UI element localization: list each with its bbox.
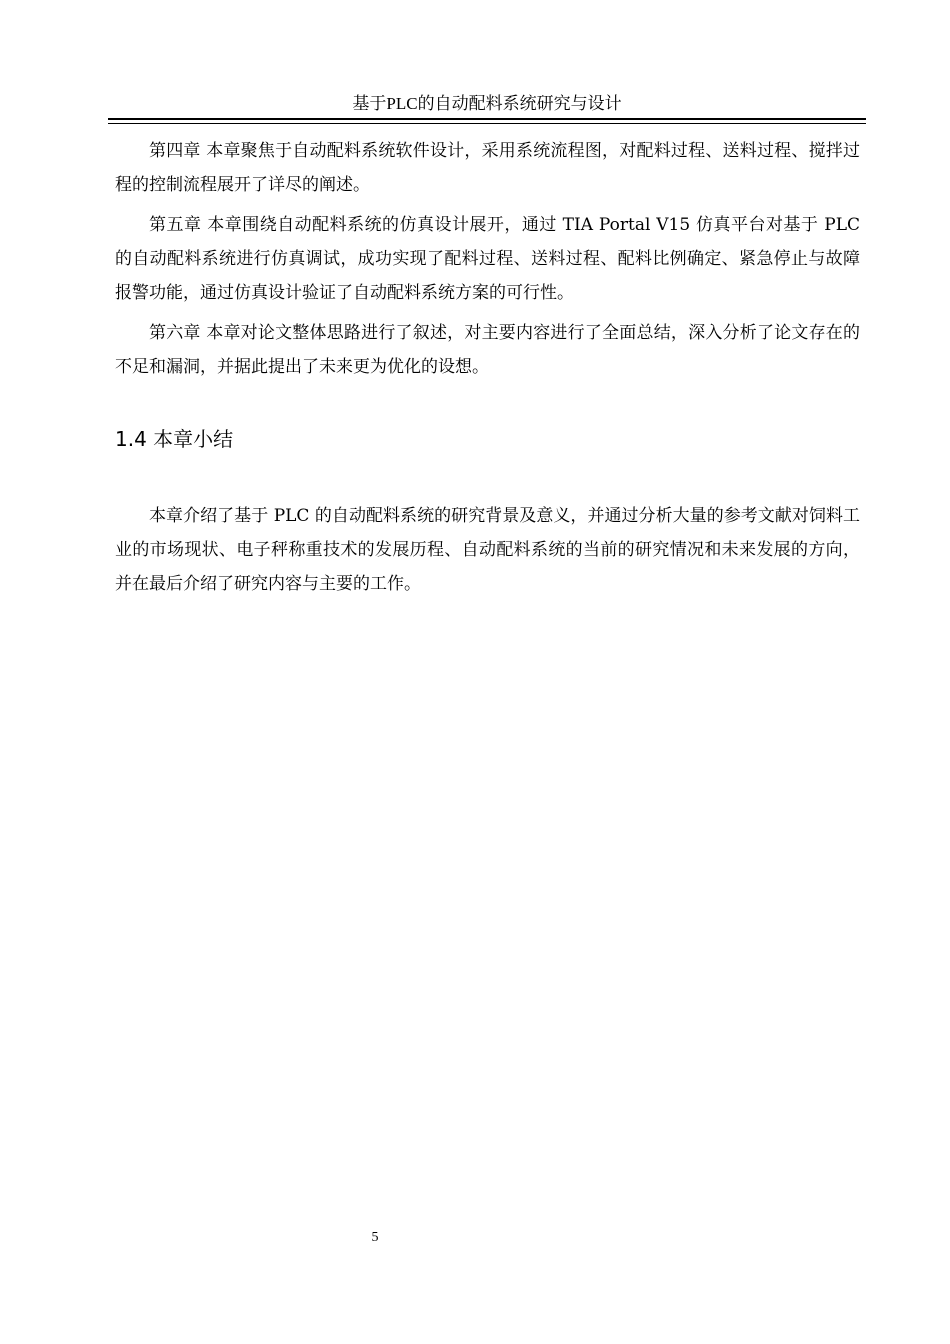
running-header: 基于PLC的自动配料系统研究与设计 bbox=[352, 94, 622, 113]
paragraph-chapter-four: 第四章 本章聚焦于自动配料系统软件设计，采用系统流程图，对配料过程、送料过程、搅拌过程的控制流程展开了详尽的阐述。 bbox=[115, 141, 860, 195]
header-rule-thick bbox=[108, 118, 866, 120]
section-summary-paragraph: 本章介绍了基于 PLC 的自动配料系统的研究背景及意义，并通过分析大量的参考文献对饲料工业的市场现状、电子秤称重技术的发展历程、自动配料系统的当前的研究情况和未来发展的方向，并在最后介绍了研究内容与主要的工作。 bbox=[115, 506, 860, 594]
section-heading: 1.4 本章小结 bbox=[115, 427, 234, 451]
paragraph-chapter-six: 第六章 本章对论文整体思路进行了叙述，对主要内容进行了全面总结，深入分析了论文存在的不足和漏洞，并据此提出了未来更为优化的设想。 bbox=[115, 323, 860, 377]
page-number: 5 bbox=[371, 1230, 379, 1245]
paragraph-chapter-five: 第五章 本章围绕自动配料系统的仿真设计展开，通过 TIA Portal V15 仿真平台对基于 PLC 的自动配料系统进行仿真调试，成功实现了配料过程、送料过程、配料比例确定、紧急停止与故障报警功能，通过仿真设计验证了自动配料系统方案的可行性。 bbox=[115, 215, 860, 303]
header-rule-thin bbox=[108, 123, 866, 124]
